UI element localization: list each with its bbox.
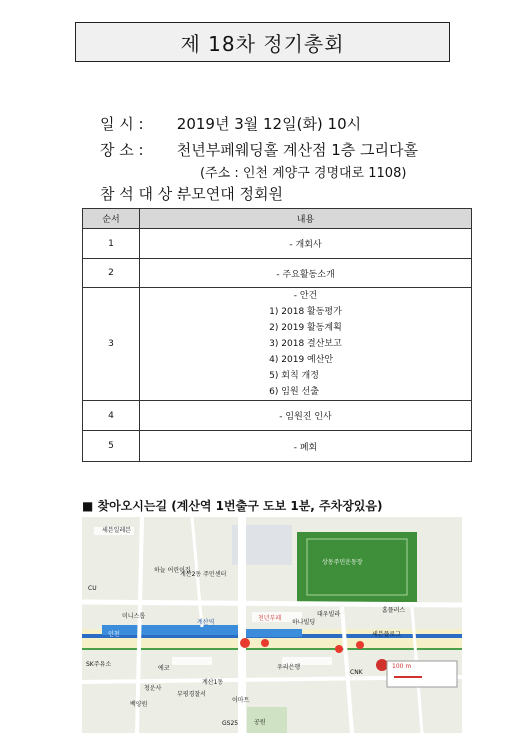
table-row [83, 229, 472, 259]
map-label: 인천 [108, 631, 120, 638]
agenda-item: 1) 2018 활동평가 [269, 307, 342, 317]
map-label: 공원 [254, 719, 266, 726]
map-label: 세븐플로그 [372, 631, 401, 638]
address: (주소 : 인천 계양구 경명대로 1108) [200, 166, 407, 181]
document-title: 제 18차 정기총회 [75, 22, 450, 62]
header-order: 순서 [83, 209, 140, 229]
place-value: 천년부페웨딩홀 계산점 1층 그리다홀 [176, 141, 418, 159]
map-label: 부평경찰서 [177, 691, 206, 698]
row-number: 4 [83, 401, 140, 431]
table-header [83, 209, 472, 229]
table-row [83, 259, 472, 288]
agenda-item: 3) 2018 결산보고 [269, 339, 342, 349]
row-content: - 임원진 인사 [140, 401, 472, 431]
map-title: ■ 찾아오시는길 (계산역 1번출구 도보 1분, 주차장있음) [82, 499, 383, 513]
agenda-item: 6) 임원 선출 [269, 387, 319, 397]
row-number: 1 [83, 229, 140, 259]
row-content: - 개회사 [140, 229, 472, 259]
map-label: 상동주민운동장 [322, 559, 363, 566]
map-label: 백양원 [130, 701, 148, 708]
place-label: 장 소 : [100, 141, 144, 159]
map-label: 에코 [158, 665, 170, 672]
agenda-item: 4) 2019 예산안 [269, 355, 334, 365]
target-value: 부모연대 정회원 [176, 185, 283, 203]
target-label: 참 석 대 상 : [100, 185, 183, 203]
target-row [100, 183, 283, 204]
row-number: 5 [83, 431, 140, 462]
row-number: 2 [83, 259, 140, 288]
map-label: CU [88, 585, 97, 592]
table-row [83, 288, 472, 401]
date-value: 2019년 3월 12일(화) 10시 [176, 115, 362, 133]
map-label: 우리은행 [277, 664, 301, 671]
table-row [83, 431, 472, 462]
map-label: GS25 [222, 720, 239, 727]
map-label: 하나빌딩 [292, 619, 316, 626]
map-label: 홈플러스 [382, 607, 406, 614]
map-label: 계산역 [197, 619, 215, 626]
agenda-heading: - 안건 [293, 291, 318, 301]
row-content [140, 288, 472, 401]
place-row [100, 139, 418, 160]
map-label: 미니스톱 [122, 613, 146, 620]
map-label: 이마트 [232, 697, 250, 704]
map-label: 세븐일레븐 [102, 527, 131, 534]
date-label: 일 시 : [100, 115, 144, 133]
map-label: 계산2동 주민센터 [180, 571, 227, 578]
header-content: 내용 [140, 209, 472, 229]
agenda-item: 2) 2019 활동계획 [269, 323, 342, 333]
map-label: CNK [350, 669, 363, 676]
map-label: 천년부페 [258, 615, 282, 622]
table-row [83, 401, 472, 431]
map-label: 대우빌라 [317, 611, 341, 618]
map-label: SK주유소 [86, 661, 112, 668]
row-number: 3 [83, 288, 140, 401]
map-scale: 100 m [392, 663, 412, 670]
location-map[interactable] [82, 517, 462, 733]
map-label: 하늘 어린이집 [154, 567, 191, 574]
date-row [100, 113, 361, 134]
row-content: - 폐회 [140, 431, 472, 462]
agenda-table [82, 208, 472, 462]
agenda-item: 5) 회칙 개정 [269, 371, 319, 381]
agenda-item-list [269, 288, 342, 400]
map-label: 청운사 [144, 685, 162, 692]
row-content: - 주요활동소개 [140, 259, 472, 288]
map-label: 계산1동 [202, 679, 224, 686]
